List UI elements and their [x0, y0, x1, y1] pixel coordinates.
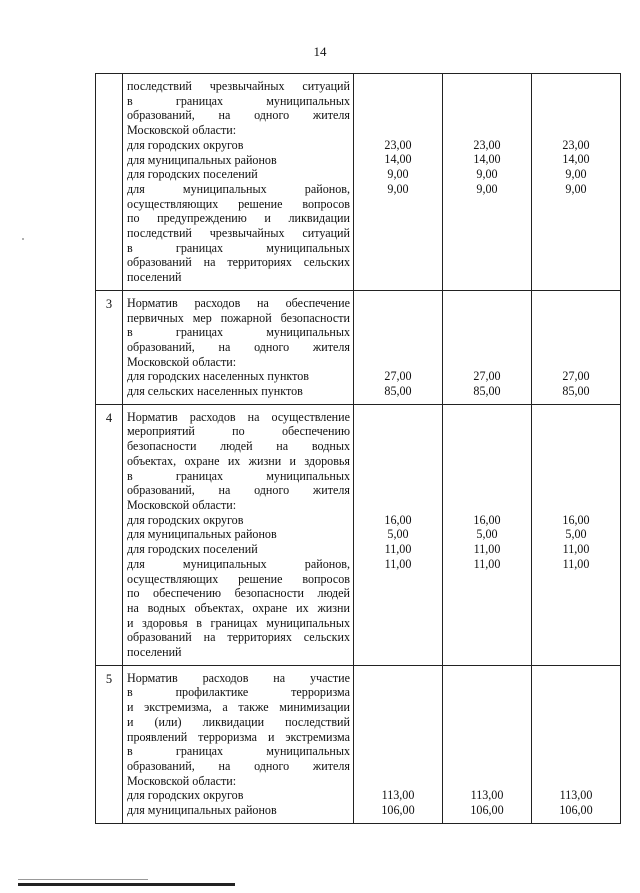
value-line — [356, 601, 440, 616]
description-line: поселений — [127, 645, 182, 660]
description-line: для муниципальных районов — [127, 527, 277, 542]
description-line: на водных объектах, охране их жизни — [127, 600, 350, 615]
description-cell — [123, 665, 354, 823]
value-line — [356, 108, 440, 123]
value-line — [445, 601, 529, 616]
value-line — [534, 296, 618, 311]
value-line — [445, 700, 529, 715]
norms-table-body — [96, 74, 621, 824]
value-line — [356, 498, 440, 513]
description-line: последствий чрезвычайных ситуаций — [127, 226, 350, 241]
description-line: и экстремизма, а также минимизации — [127, 700, 350, 715]
description-line: в границах муниципальных — [127, 468, 350, 483]
value-line — [356, 270, 440, 285]
value-line: 5,00 — [387, 527, 409, 542]
value-line — [356, 311, 440, 326]
value-line — [534, 774, 618, 789]
value-line — [445, 685, 529, 700]
value-line — [534, 226, 618, 241]
value-line — [534, 79, 618, 94]
value-line: 16,00 — [473, 512, 501, 527]
description-line: для городских округов — [127, 512, 244, 527]
scan-artifact — [22, 238, 24, 240]
value-line: 27,00 — [384, 369, 412, 384]
description-line: для городских поселений — [127, 542, 258, 557]
value-line — [534, 715, 618, 730]
value-line — [534, 424, 618, 439]
value-line — [534, 685, 618, 700]
value-line — [534, 744, 618, 759]
value-line — [356, 571, 440, 586]
value-line — [445, 241, 529, 256]
description-line: Норматив расходов на участие — [127, 670, 350, 685]
value-line — [356, 630, 440, 645]
value-line: 14,00 — [384, 152, 412, 167]
value-line — [445, 79, 529, 94]
value-line — [445, 211, 529, 226]
row-number-cell: 3 — [96, 290, 123, 404]
description-line: Норматив расходов на осуществление — [127, 409, 350, 424]
value-cell-year-1 — [354, 665, 443, 823]
value-line — [534, 483, 618, 498]
value-line — [445, 615, 529, 630]
value-line: 9,00 — [387, 167, 409, 182]
value-line: 16,00 — [562, 512, 590, 527]
value-line — [534, 759, 618, 774]
value-line — [356, 671, 440, 686]
value-line: 14,00 — [473, 152, 501, 167]
value-line — [356, 759, 440, 774]
norms-table — [95, 73, 621, 824]
value-cell-year-3 — [532, 74, 621, 291]
value-line — [445, 424, 529, 439]
value-line — [356, 226, 440, 241]
value-cell-year-2 — [443, 290, 532, 404]
value-line — [534, 355, 618, 370]
value-line: 11,00 — [384, 541, 412, 556]
description-line: Московской области: — [127, 497, 237, 512]
value-line — [534, 586, 618, 601]
value-line — [356, 424, 440, 439]
value-line — [445, 311, 529, 326]
value-line — [445, 197, 529, 212]
value-cell-year-3 — [532, 290, 621, 404]
value-cell-year-2 — [443, 74, 532, 291]
value-line: 11,00 — [473, 556, 501, 571]
value-line — [445, 469, 529, 484]
value-line — [356, 586, 440, 601]
value-line — [534, 255, 618, 270]
value-line: 14,00 — [562, 152, 590, 167]
value-line — [445, 630, 529, 645]
value-line: 23,00 — [384, 137, 412, 152]
description-line: для городских округов — [127, 137, 244, 152]
description-line: Московской области: — [127, 354, 237, 369]
description-cell — [123, 290, 354, 404]
value-line: 27,00 — [562, 369, 590, 384]
row-number-cell — [96, 74, 123, 291]
value-line — [445, 439, 529, 454]
row-number-cell: 4 — [96, 404, 123, 665]
value-cell-year-3 — [532, 404, 621, 665]
page-number: 14 — [313, 44, 327, 59]
value-line — [534, 601, 618, 616]
value-line — [534, 571, 618, 586]
value-line — [534, 469, 618, 484]
value-line — [534, 454, 618, 469]
value-line — [534, 498, 618, 513]
table-row — [96, 74, 621, 291]
value-line — [534, 729, 618, 744]
description-line: последствий чрезвычайных ситуаций — [127, 79, 350, 93]
value-line: 106,00 — [381, 802, 415, 817]
value-line — [356, 645, 440, 660]
value-line: 9,00 — [565, 181, 587, 196]
description-line: осуществляющих решение вопросов — [127, 571, 350, 586]
value-line — [445, 774, 529, 789]
value-line: 113,00 — [470, 788, 504, 803]
value-line — [356, 439, 440, 454]
value-line — [445, 226, 529, 241]
value-line — [445, 94, 529, 109]
value-line: 106,00 — [559, 802, 593, 817]
value-line — [445, 123, 529, 138]
value-line: 11,00 — [384, 556, 412, 571]
value-line — [356, 615, 440, 630]
value-line: 9,00 — [387, 181, 409, 196]
row-number-cell: 5 — [96, 665, 123, 823]
description-line: в границах муниципальных — [127, 240, 350, 255]
value-line: 85,00 — [384, 383, 412, 398]
description-line: безопасности людей на водных — [127, 439, 350, 454]
value-line — [445, 108, 529, 123]
value-line — [356, 325, 440, 340]
value-line — [445, 671, 529, 686]
description-line: проявлений терроризма и экстремизма — [127, 729, 350, 744]
value-line: 27,00 — [473, 369, 501, 384]
value-line — [445, 498, 529, 513]
value-line — [356, 700, 440, 715]
description-line: мероприятий по обеспечению — [127, 424, 350, 439]
value-line — [356, 94, 440, 109]
value-line: 9,00 — [565, 167, 587, 182]
value-line — [534, 671, 618, 686]
value-line — [356, 483, 440, 498]
value-line — [534, 241, 618, 256]
description-line: образований, на одного жителя — [127, 483, 350, 498]
value-line — [356, 729, 440, 744]
description-line: в границах муниципальных — [127, 93, 350, 108]
description-line: для сельских населенных пунктов — [127, 384, 303, 399]
value-cell-year-1 — [354, 404, 443, 665]
value-line: 11,00 — [473, 541, 501, 556]
value-line — [356, 241, 440, 256]
value-line: 16,00 — [384, 512, 412, 527]
value-cell-year-2 — [443, 665, 532, 823]
value-line — [445, 410, 529, 425]
value-line: 85,00 — [473, 383, 501, 398]
value-line — [534, 410, 618, 425]
description-line: и (или) ликвидации последствий — [127, 714, 350, 729]
table-row — [96, 290, 621, 404]
description-line: в границах муниципальных — [127, 744, 350, 759]
value-line: 23,00 — [473, 137, 501, 152]
description-line: первичных мер пожарной безопасности — [127, 310, 350, 325]
description-line: образований, на одного жителя — [127, 339, 350, 354]
value-line: 5,00 — [476, 527, 498, 542]
description-line: Московской области: — [127, 123, 237, 138]
description-line: для городских округов — [127, 788, 244, 803]
value-line — [356, 685, 440, 700]
value-line — [534, 325, 618, 340]
value-line: 9,00 — [476, 167, 498, 182]
description-line: осуществляющих решение вопросов — [127, 196, 350, 211]
value-line — [534, 270, 618, 285]
value-line — [445, 571, 529, 586]
value-line: 11,00 — [562, 556, 590, 571]
value-line — [445, 355, 529, 370]
value-line: 113,00 — [381, 788, 415, 803]
description-line: в границах муниципальных — [127, 325, 350, 340]
value-line — [356, 197, 440, 212]
value-line — [445, 325, 529, 340]
value-line — [445, 483, 529, 498]
description-line: образований, на одного жителя — [127, 108, 350, 123]
value-line — [445, 729, 529, 744]
value-cell-year-3 — [532, 665, 621, 823]
value-line — [445, 715, 529, 730]
value-line: 106,00 — [470, 802, 504, 817]
value-cell-year-1 — [354, 74, 443, 291]
value-line: 9,00 — [476, 181, 498, 196]
value-line — [356, 340, 440, 355]
description-line: в профилактике терроризма — [127, 685, 350, 700]
value-line — [356, 123, 440, 138]
value-line — [356, 79, 440, 94]
value-line — [445, 340, 529, 355]
description-line: для городских поселений — [127, 167, 258, 182]
description-line: для муниципальных районов — [127, 803, 277, 818]
description-line: для муниципальных районов, — [127, 181, 350, 196]
value-line: 5,00 — [565, 527, 587, 542]
description-line: поселений — [127, 270, 182, 285]
value-line — [534, 108, 618, 123]
value-line — [534, 439, 618, 454]
description-cell — [123, 404, 354, 665]
value-line: 11,00 — [562, 541, 590, 556]
description-line: образований, на одного жителя — [127, 758, 350, 773]
value-line — [356, 715, 440, 730]
value-line — [356, 255, 440, 270]
description-line: для муниципальных районов — [127, 152, 277, 167]
description-line: образований на территориях сельских — [127, 630, 350, 645]
value-line — [445, 255, 529, 270]
value-line — [356, 744, 440, 759]
value-line — [445, 296, 529, 311]
value-cell-year-2 — [443, 404, 532, 665]
value-line — [445, 586, 529, 601]
description-line: для муниципальных районов, — [127, 556, 350, 571]
table-row — [96, 404, 621, 665]
value-line — [534, 211, 618, 226]
value-line — [356, 774, 440, 789]
description-line: образований на территориях сельских — [127, 255, 350, 270]
value-line — [445, 759, 529, 774]
value-line — [534, 123, 618, 138]
value-line — [534, 615, 618, 630]
scan-edge-line — [18, 883, 235, 886]
description-line: объектах, охране их жизни и здоровья — [127, 453, 350, 468]
value-line — [534, 94, 618, 109]
description-line: Норматив расходов на обеспечение — [127, 295, 350, 310]
value-line — [445, 744, 529, 759]
table-row — [96, 665, 621, 823]
description-line: Московской области: — [127, 773, 237, 788]
value-line — [445, 645, 529, 660]
value-line — [356, 410, 440, 425]
value-cell-year-1 — [354, 290, 443, 404]
value-line — [356, 211, 440, 226]
value-line — [445, 270, 529, 285]
value-line — [356, 355, 440, 370]
description-line: по обеспечению безопасности людей — [127, 586, 350, 601]
description-line: для городских населенных пунктов — [127, 369, 310, 384]
value-line — [534, 630, 618, 645]
description-line: по предупреждению и ликвидации — [127, 211, 350, 226]
value-line — [356, 454, 440, 469]
value-line — [356, 469, 440, 484]
value-line: 85,00 — [562, 383, 590, 398]
description-line: и здоровья в границах муниципальных — [127, 615, 350, 630]
description-cell — [123, 74, 354, 291]
value-line — [445, 454, 529, 469]
scan-edge-line-thin — [18, 879, 148, 880]
value-line — [356, 296, 440, 311]
value-line: 113,00 — [559, 788, 593, 803]
value-line — [534, 340, 618, 355]
value-line — [534, 700, 618, 715]
value-line — [534, 645, 618, 660]
value-line: 23,00 — [562, 137, 590, 152]
value-line — [534, 311, 618, 326]
value-line — [534, 197, 618, 212]
